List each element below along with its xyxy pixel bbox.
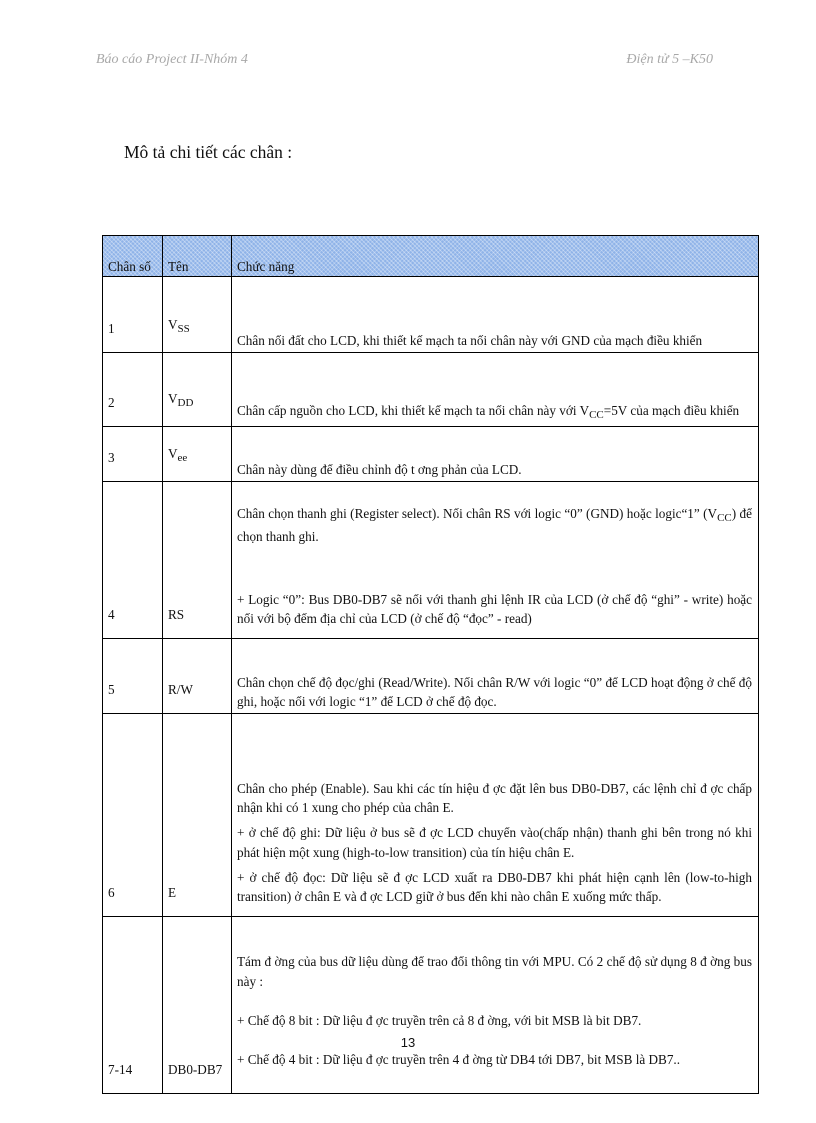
pin-number: 6	[103, 714, 163, 917]
header-pin-name: Tên	[163, 236, 232, 277]
table-row	[103, 714, 759, 917]
pin-function: Chân cấp nguồn cho LCD, khi thiết kế mạch ta nối chân này với $V_{CC}=5V$ của mạch điều khiển	[232, 353, 759, 427]
pin-number: 2	[103, 353, 163, 427]
table-row	[103, 639, 759, 714]
pin-number: 1	[103, 277, 163, 353]
table-row	[103, 277, 759, 353]
pin-function: Chân chọn thanh ghi (Register select). Nối chân RS với logic “0” (GND) hoặc logic“1” $(V_{CC})$ để chọn thanh ghi. + Logic “0”: Bus DB0-DB7 sẽ nối với thanh ghi lệnh IR của LCD (ở chế độ “ghi” - write) hoặc nối với bộ đếm địa chỉ của LCD (ở chế độ “đọc” - read)	[232, 482, 759, 639]
table-header-row	[103, 236, 759, 277]
pin-name: $V_{SS}$	[163, 277, 232, 353]
pin-function: Chân cho phép (Enable). Sau khi các tín hiệu đ ợc đặt lên bus DB0-DB7, các lệnh chỉ đ ợc chấp nhận khi có 1 xung cho phép của chân E. + ở chế độ ghi: Dữ liệu ở bus sẽ đ ợc LCD chuyển vào(chấp nhận) thanh ghi bên trong nó khi phát hiện một xung (high-to-low transition) của tín hiệu chân E. + ở chế độ đọc: Dữ liệu sẽ đ ợc LCD xuất ra DB0-DB7 khi phát hiện cạnh lên (low-to-high transition) ở chân E và đ ợc LCD giữ ở bus đến khi nào chân E xuống mức thấp.	[232, 714, 759, 917]
table-row	[103, 917, 759, 1094]
pin-name: $V_{ee}$	[163, 427, 232, 482]
pin-name: E	[163, 714, 232, 917]
pin-name: DB0-DB7	[163, 917, 232, 1094]
section-title: Mô tả chi tiết các chân :	[124, 142, 293, 162]
pin-function: Chân này dùng để điều chỉnh độ t ơng phản của LCD.	[232, 427, 759, 482]
header-function: Chức năng	[232, 236, 759, 277]
pin-name: RS	[163, 482, 232, 639]
header-right: Điện tử 5 –K50	[626, 52, 713, 67]
pin-number: 3	[103, 427, 163, 482]
pin-number: 7-14	[103, 917, 163, 1094]
table-row	[103, 427, 759, 482]
pin-name: R/W	[163, 639, 232, 714]
pin-number: 5	[103, 639, 163, 714]
page-number: 13	[400, 1035, 416, 1050]
pin-number: 4	[103, 482, 163, 639]
pin-table	[102, 235, 759, 1094]
header-pin-number: Chân số	[103, 236, 163, 277]
table-row	[103, 353, 759, 427]
pin-function: Tám đ ờng của bus dữ liệu dùng để trao đổi thông tin với MPU. Có 2 chế độ sử dụng 8 đ ờng bus này : + Chế độ 8 bit : Dữ liệu đ ợc truyền trên cả 8 đ ờng, với bit MSB là bit DB7. + Chế độ 4 bit : Dữ liệu đ ợc truyền trên 4 đ ờng từ DB4 tới DB7, bit MSB là DB7..	[232, 917, 759, 1094]
pin-function: Chân nối đất cho LCD, khi thiết kế mạch ta nối chân này với GND của mạch điều khiển	[232, 277, 759, 353]
pin-function: Chân chọn chế độ đọc/ghi (Read/Write). Nối chân R/W với logic “0” để LCD hoạt động ở chế độ ghi, hoặc nối với logic “1” để LCD ở chế độ đọc.	[232, 639, 759, 714]
pin-name: $V_{DD}$	[163, 353, 232, 427]
header-left: Báo cáo Project II-Nhóm 4	[96, 52, 248, 67]
table-row	[103, 482, 759, 639]
